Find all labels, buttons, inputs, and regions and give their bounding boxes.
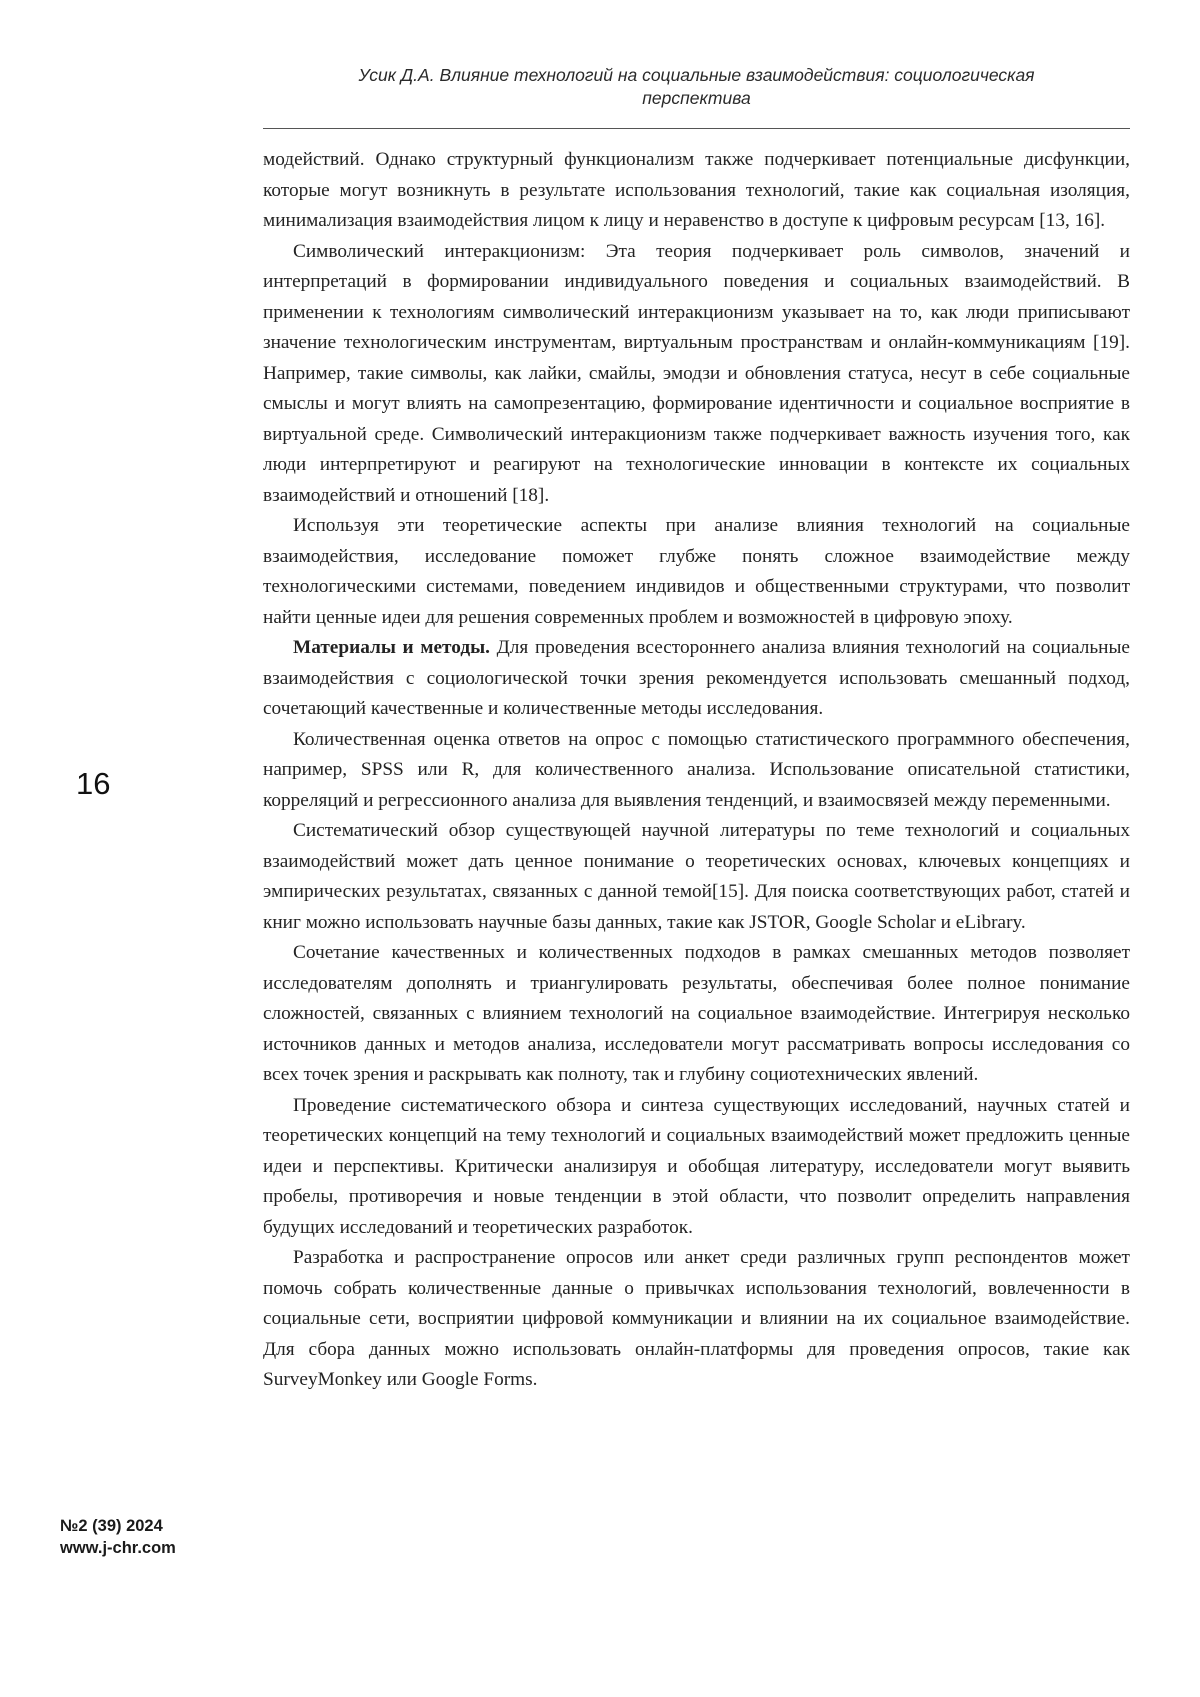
running-head (263, 64, 1130, 110)
paragraph: Систематический обзор существующей научной литературы по теме технологий и социальных взаимодействий может дать ценное понимание о теоретических основах, ключевых концепциях и эмпирических результатах, связанных с данной темой[15]. Для поиска соответствующих работ, статей и книг можно использовать научные базы данных, такие как JSTOR, Google Scholar и eLibrary. (263, 820, 1130, 933)
paragraph: Количественная оценка ответов на опрос с помощью статистического программного обеспечения, например, SPSS или R, для количественного анализа. Использование описательной статистики, корреляций и регрессионного анализа для выявления тенденций, и взаимосвязей между переменными. (263, 728, 1130, 811)
issue-number: №2 (39) 2024 (60, 1517, 163, 1535)
section-heading: Материалы и методы. (293, 637, 490, 658)
paragraph: Символический интеракционизм: Эта теория подчеркивает роль символов, значений и интерпретаций в формировании индивидуального поведения и социальных взаимодействий. В применении к технологиям символический интеракционизм указывает на то, как люди приписывают значение технологическим инструментам, виртуальным пространствам и онлайн-коммуникациям [19]. Например, такие символы, как лайки, смайлы, эмодзи и обновления статуса, несут в себе социальные смыслы и могут влиять на самопрезентацию, формирование идентичности и социальное восприятие в виртуальной среде. Символический интеракционизм также подчеркивает важность изучения того, как люди интерпретируют и реагируют на технологические инновации в контексте их социальных взаимодействий и отношений [18]. (263, 240, 1130, 506)
issue-info (60, 1515, 240, 1559)
paragraph: Сочетание качественных и количественных подходов в рамках смешанных методов позволяет исследователям дополнять и триангулировать результаты, обеспечивая более полное понимание сложностей, связанных с влиянием технологий на социальное взаимодействие. Интегрируя несколько источников данных и методов анализа, исследователи могут рассматривать вопросы исследования со всех точек зрения и раскрывать как полноту, так и глубину социотехнических явлений. (263, 942, 1130, 1085)
paragraph: модействий. Однако структурный функционализм также подчеркивает потенциальные дисфункции, которые могут возникнуть в результате использования технологий, такие как социальная изоляция, минимализация взаимодействия лицом к лицу и неравенство в доступе к цифровым ресурсам [13, 16]. (263, 149, 1130, 231)
paragraph-text: Для проведения всестороннего анализа влияния технологий на социальные взаимодействия с социологической точки зрения рекомендуется использовать смешанный подход, сочетающий качественные и количественные методы исследования. (263, 637, 1130, 719)
header-rule (263, 128, 1130, 129)
paragraph: Используя эти теоретические аспекты при анализе влияния технологий на социальные взаимодействия, исследование поможет глубже понять сложное взаимодействие между технологическими системами, поведением индивидов и общественными структурами, что позволит найти ценные идеи для решения современных проблем и возможностей в цифровую эпоху. (263, 515, 1130, 628)
running-head-line-2: перспектива (642, 88, 751, 108)
page-number: 16 (76, 766, 111, 801)
paragraph: Проведение систематического обзора и синтеза существующих исследований, научных статей и теоретических концепций на тему технологий и социальных взаимодействий может предложить ценные идеи и перспективы. Критически анализируя и обобщая литературу, исследователи могут выявить пробелы, противоречия и новые тенденции в этой области, что позволит определить направления будущих исследований и теоретических разработок. (263, 1094, 1130, 1238)
running-head-line-1: Усик Д.А. Влияние технологий на социальные взаимодействия: социологическая (358, 65, 1035, 85)
article-body (263, 145, 1130, 1396)
journal-website: www.j-chr.com (60, 1539, 176, 1557)
paragraph-methods (263, 633, 1130, 725)
paragraph: Разработка и распространение опросов или анкет среди различных групп респондентов может помочь собрать количественные данные о привычках использования технологий, вовлеченности в социальные сети, восприятии цифровой коммуникации и влиянии на их социальное взаимодействие. Для сбора данных можно использовать онлайн-платформы для проведения опросов, такие как SurveyMonkey или Google Forms. (263, 1247, 1130, 1390)
